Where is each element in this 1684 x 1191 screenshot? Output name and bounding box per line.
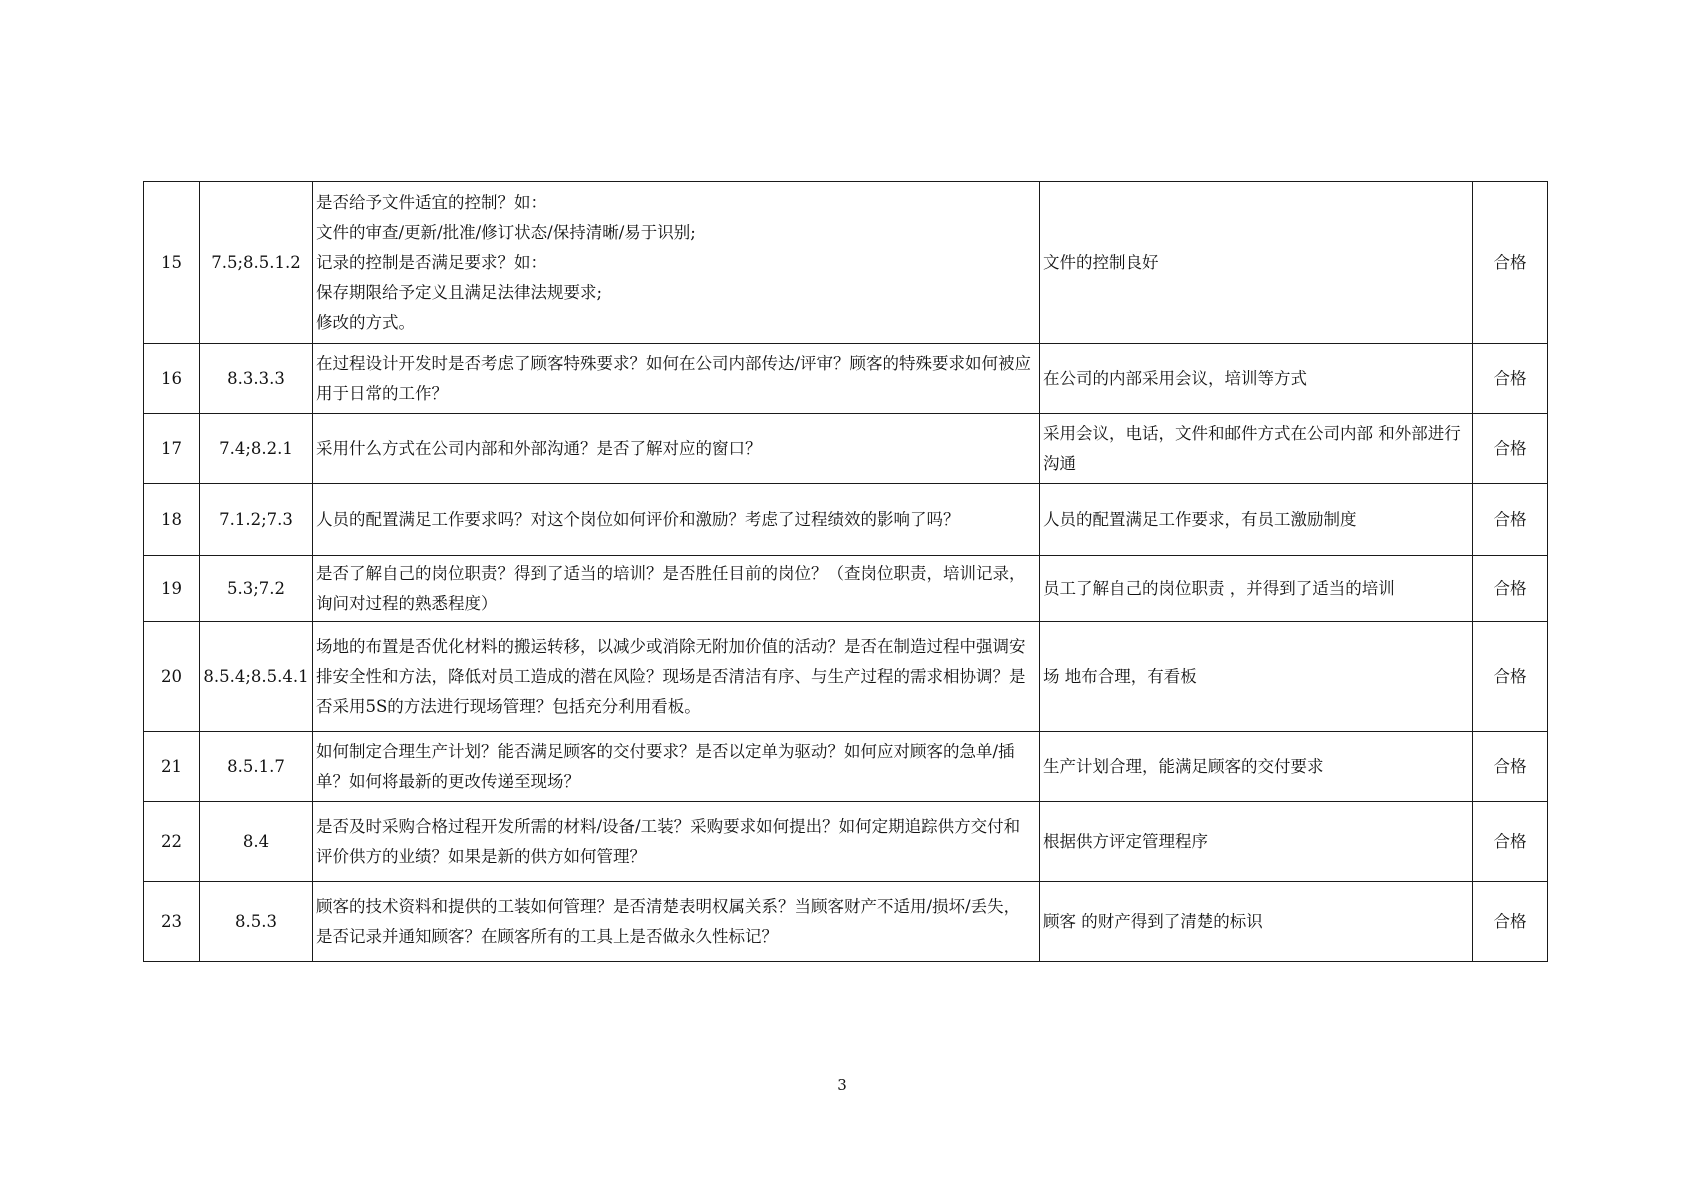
row-number: 23 [144, 882, 200, 962]
page-number: 3 [837, 1076, 847, 1094]
audit-question [313, 622, 1040, 732]
audit-finding: 场 地布合理，有看板 [1040, 622, 1473, 732]
question-line: 是否及时采购合格过程开发所需的材料/设备/工装？采购要求如何提出？如何定期追踪供方交付和评价供方的业绩？如果是新的供方如何管理？ [316, 816, 1021, 866]
table-row [144, 344, 1548, 414]
audit-question [313, 484, 1040, 556]
audit-question [313, 802, 1040, 882]
question-line: 修改的方式。 [316, 312, 415, 332]
audit-result: 合格 [1473, 882, 1548, 962]
question-line: 在过程设计开发时是否考虑了顾客特殊要求？如何在公司内部传达/评审？顾客的特殊要求如何被应用于日常的工作？ [316, 353, 1032, 403]
question-line: 顾客的技术资料和提供的工装如何管理？是否清楚表明权属关系？当顾客财产不适用/损坏/丢失，是否记录并通知顾客？在顾客所有的工具上是否做永久性标记？ [316, 896, 1021, 946]
table-row [144, 622, 1548, 732]
audit-result: 合格 [1473, 556, 1548, 622]
row-number: 21 [144, 732, 200, 802]
audit-question [313, 182, 1040, 344]
audit-result: 合格 [1473, 182, 1548, 344]
table-row [144, 484, 1548, 556]
row-number: 16 [144, 344, 200, 414]
clause-reference: 8.3.3.3 [200, 344, 313, 414]
audit-result: 合格 [1473, 732, 1548, 802]
audit-checklist-table [143, 181, 1548, 962]
table-row [144, 414, 1548, 484]
audit-finding: 在公司的内部采用会议，培训等方式 [1040, 344, 1473, 414]
audit-result: 合格 [1473, 344, 1548, 414]
question-line: 人员的配置满足工作要求吗？对这个岗位如何评价和激励？考虑了过程绩效的影响了吗？ [316, 509, 960, 529]
clause-reference: 7.4;8.2.1 [200, 414, 313, 484]
clause-reference: 7.5;8.5.1.2 [200, 182, 313, 344]
audit-finding: 员工了解自己的岗位职责 ，并得到了适当的培训 [1040, 556, 1473, 622]
audit-question [313, 732, 1040, 802]
row-number: 19 [144, 556, 200, 622]
clause-reference: 8.5.1.7 [200, 732, 313, 802]
clause-reference: 8.4 [200, 802, 313, 882]
audit-result: 合格 [1473, 484, 1548, 556]
row-number: 15 [144, 182, 200, 344]
row-number: 18 [144, 484, 200, 556]
audit-question [313, 556, 1040, 622]
question-line: 如何制定合理生产计划？能否满足顾客的交付要求？是否以定单为驱动？如何应对顾客的急单/插单？如何将最新的更改传递至现场？ [316, 741, 1015, 791]
table-row [144, 882, 1548, 962]
question-line: 采用什么方式在公司内部和外部沟通？是否了解对应的窗口？ [316, 438, 762, 458]
row-number: 22 [144, 802, 200, 882]
clause-reference: 7.1.2;7.3 [200, 484, 313, 556]
question-line: 文件的审查/更新/批准/修订状态/保持清晰/易于识别; [316, 222, 696, 242]
question-line: 是否了解自己的岗位职责？得到了适当的培训？是否胜任目前的岗位？（查岗位职责，培训记录，询问对过程的熟悉程度） [316, 563, 1026, 613]
question-line: 记录的控制是否满足要求？如： [316, 252, 547, 272]
audit-result: 合格 [1473, 622, 1548, 732]
question-line: 场地的布置是否优化材料的搬运转移，以减少或消除无附加价值的活动？是否在制造过程中强调安排安全性和方法，降低对员工造成的潜在风险？现场是否清洁有序、与生产过程的需求相协调？是否采用5S的方法进行现场管理？包括充分利用看板。 [316, 636, 1026, 716]
audit-result: 合格 [1473, 802, 1548, 882]
row-number: 17 [144, 414, 200, 484]
row-number: 20 [144, 622, 200, 732]
audit-finding: 根据供方评定管理程序 [1040, 802, 1473, 882]
clause-reference: 8.5.4;8.5.4.1 [200, 622, 313, 732]
clause-reference: 8.5.3 [200, 882, 313, 962]
audit-finding: 人员的配置满足工作要求，有员工激励制度 [1040, 484, 1473, 556]
table-row [144, 802, 1548, 882]
question-line: 是否给予文件适宜的控制？如： [316, 192, 547, 212]
audit-finding: 文件的控制良好 [1040, 182, 1473, 344]
audit-finding: 生产计划合理，能满足顾客的交付要求 [1040, 732, 1473, 802]
audit-finding: 采用会议，电话，文件和邮件方式在公司内部 和外部进行沟通 [1040, 414, 1473, 484]
table-row [144, 732, 1548, 802]
table-row [144, 556, 1548, 622]
audit-question [313, 344, 1040, 414]
table-row [144, 182, 1548, 344]
clause-reference: 5.3;7.2 [200, 556, 313, 622]
audit-question [313, 882, 1040, 962]
audit-finding: 顾客 的财产得到了清楚的标识 [1040, 882, 1473, 962]
audit-question [313, 414, 1040, 484]
table-body [144, 182, 1548, 962]
audit-result: 合格 [1473, 414, 1548, 484]
question-line: 保存期限给予定义且满足法律法规要求; [316, 282, 603, 302]
